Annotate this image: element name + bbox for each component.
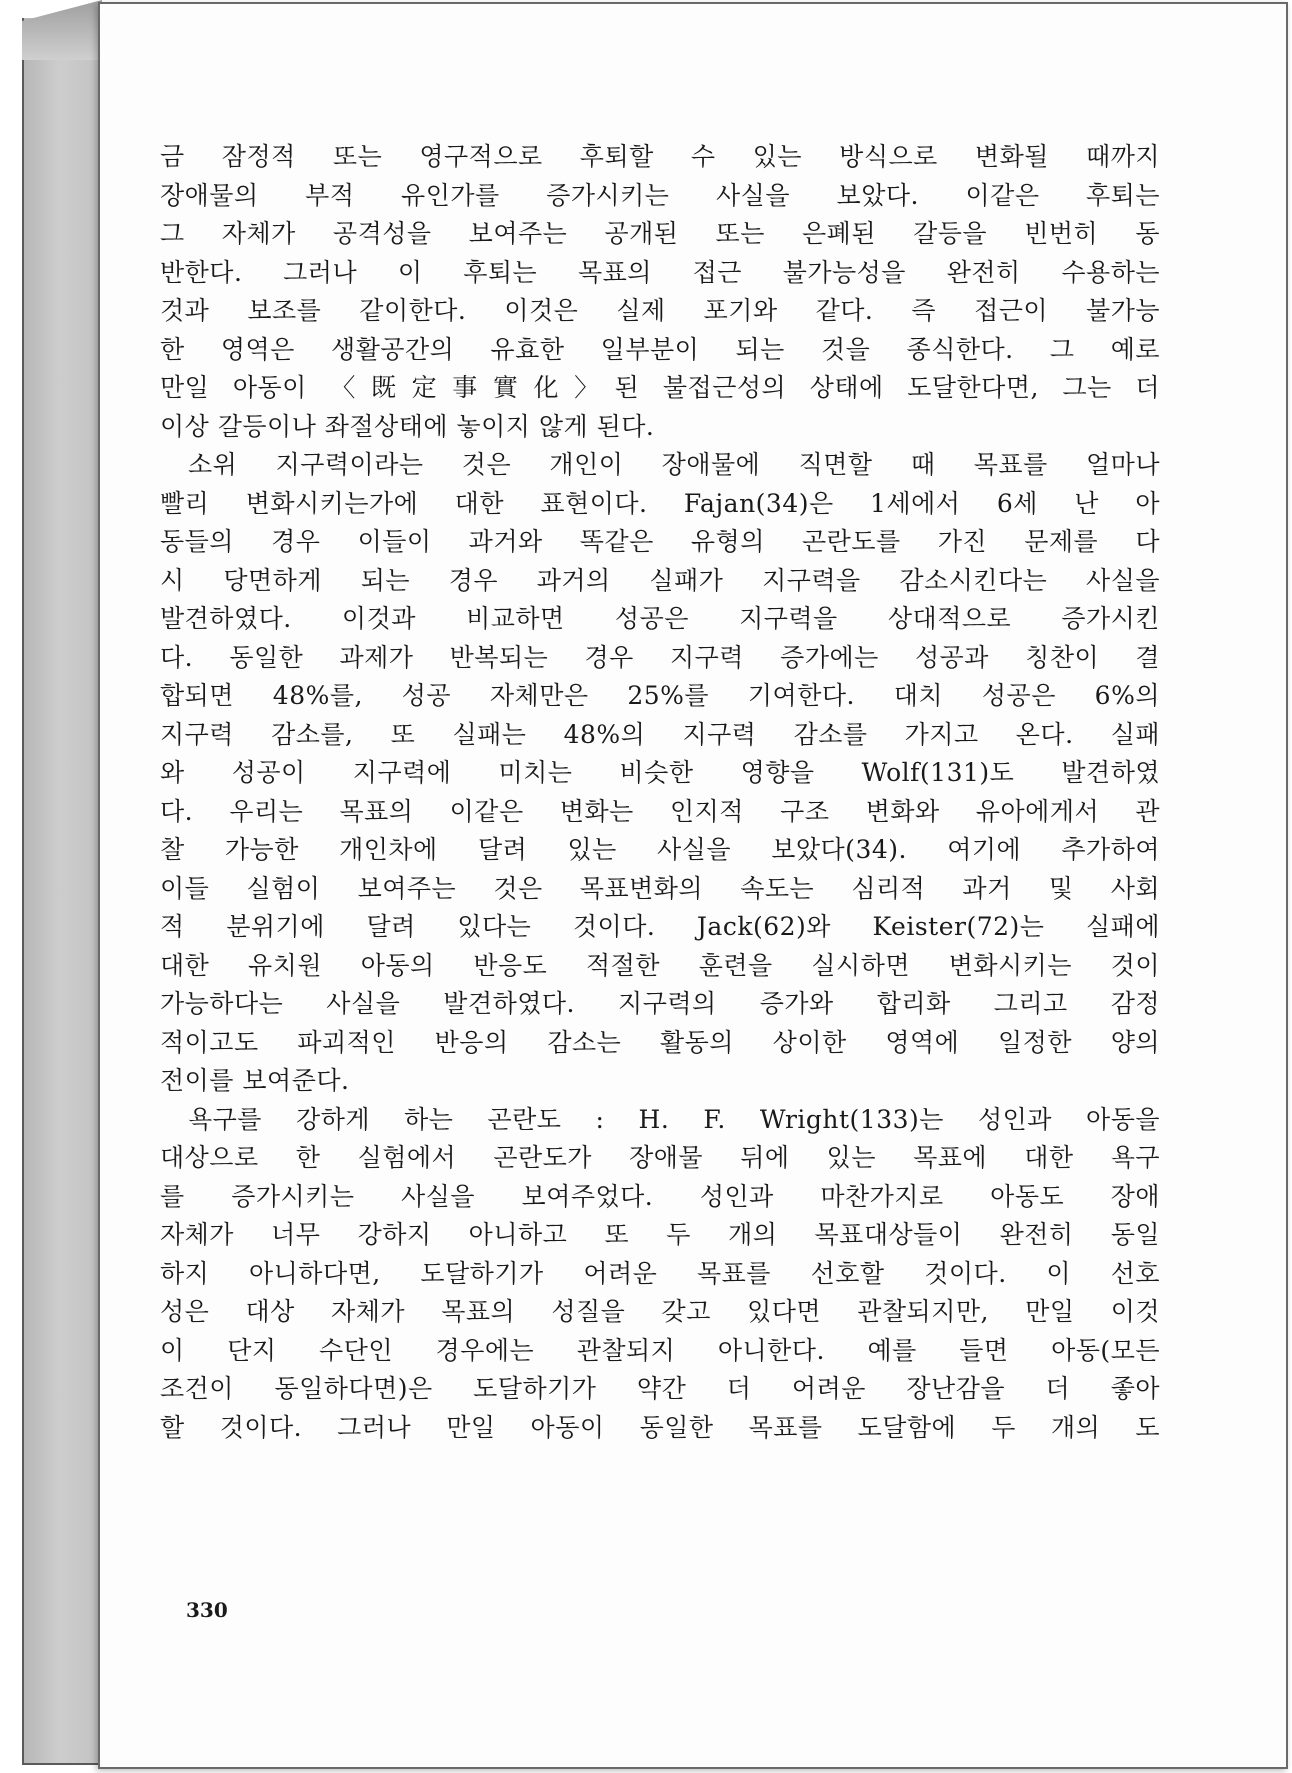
text-line: 다. 동일한 과제가 반복되는 경우 지구력 증가에는 성공과 칭찬이 결 [160,642,1160,672]
text-line: 합되면 48%를, 성공 자체만은 25%를 기여한다. 대치 성공은 6%의 [160,681,1160,710]
text-line: 하지 아니하다면, 도달하기가 어려운 목표를 선호할 것이다. 이 선호 [160,1258,1160,1288]
text-line: 찰 가능한 개인차에 달려 있는 사실을 보았다(34). 여기에 추가하여 [160,835,1160,864]
text-line: 조건이 동일하다면)은 도달하기가 약간 더 어려운 장난감을 더 좋아 [160,1374,1160,1403]
text-line: 와 성공이 지구력에 미치는 비슷한 영향을 Wolf(131)도 발견하였 [160,758,1160,787]
text-line: 성은 대상 자체가 목표의 성질을 갖고 있다면 관찰되지만, 만일 이것 [160,1297,1160,1326]
text-line: 지구력 감소를, 또 실패는 48%의 지구력 감소를 가지고 온다. 실패 [160,719,1160,749]
text-line: 장애물의 부적 유인가를 증가시키는 사실을 보았다. 이같은 후퇴는 [160,180,1160,210]
text-line: 대상으로 한 실험에서 곤란도가 장애물 뒤에 있는 목표에 대한 욕구 [160,1143,1160,1172]
text-line: 소위 지구력이라는 것은 개인이 장애물에 직면할 때 목표를 얼마나 [188,450,1160,479]
text-line: 대한 유치원 아동의 반응도 적절한 훈련을 실시하면 변화시키는 것이 [160,950,1160,980]
text-line: 다. 우리는 목표의 이같은 변화는 인지적 구조 변화와 유아에게서 관 [160,796,1160,826]
text-line: 이상 갈등이나 좌절상태에 놓이지 않게 된다. [160,411,655,441]
text-line: 를 증가시키는 사실을 보여주었다. 성인과 마찬가지로 아동도 장애 [160,1181,1160,1211]
text-line: 전이를 보여준다. [160,1066,350,1095]
text-line: 그 자체가 공격성을 보여주는 공개된 또는 은폐된 갈등을 빈번히 동 [160,219,1160,248]
page-body [160,138,1160,1447]
text-line: 이 단지 수단인 경우에는 관찰되지 아니한다. 예를 들면 아동(모든 [160,1335,1160,1365]
text-line: 한 영역은 생활공간의 유효한 일부분이 되는 것을 종식한다. 그 예로 [160,334,1160,364]
text-line: 만일 아동이 〈既定事實化〉된 불접근성의 상태에 도달한다면, 그는 더 [160,373,1160,402]
text-line: 적 분위기에 달려 있다는 것이다. Jack(62)와 Keister(72)는 실패에 [160,912,1160,941]
text-line: 할 것이다. 그러나 만일 아동이 동일한 목표를 도달함에 두 개의 도 [160,1412,1160,1442]
book-spine-top [22,0,102,60]
text-line: 욕구를 강하게 하는 곤란도 : H. F. Wright(133)는 성인과 아동을 [188,1104,1160,1134]
text-line: 반한다. 그러나 이 후퇴는 목표의 접근 불가능성을 완전히 수용하는 [160,257,1160,287]
text-line: 빨리 변화시키는가에 대한 표현이다. Fajan(34)은 1세에서 6세 난 아 [160,488,1160,518]
text-line: 금 잠정적 또는 영구적으로 후퇴할 수 있는 방식으로 변화될 때까지 [160,142,1160,171]
text-line: 이들 실험이 보여주는 것은 목표변화의 속도는 심리적 과거 및 사회 [160,873,1160,903]
text-line: 적이고도 파괴적인 반응의 감소는 활동의 상이한 영역에 일정한 양의 [160,1027,1160,1057]
text-line: 발견하였다. 이것과 비교하면 성공은 지구력을 상대적으로 증가시킨 [160,604,1160,633]
page-number: 330 [186,1598,228,1622]
book-spine [22,18,102,1765]
text-line: 가능하다는 사실을 발견하였다. 지구력의 증가와 합리화 그리고 감정 [160,989,1160,1018]
text-line: 자체가 너무 강하지 아니하고 또 두 개의 목표대상들이 완전히 동일 [160,1220,1160,1249]
text-line: 동들의 경우 이들이 과거와 똑같은 유형의 곤란도를 가진 문제를 다 [160,527,1160,556]
text-line: 것과 보조를 같이한다. 이것은 실제 포기와 같다. 즉 접근이 불가능 [160,296,1160,325]
text-line: 시 당면하게 되는 경우 과거의 실패가 지구력을 감소시킨다는 사실을 [160,565,1160,595]
